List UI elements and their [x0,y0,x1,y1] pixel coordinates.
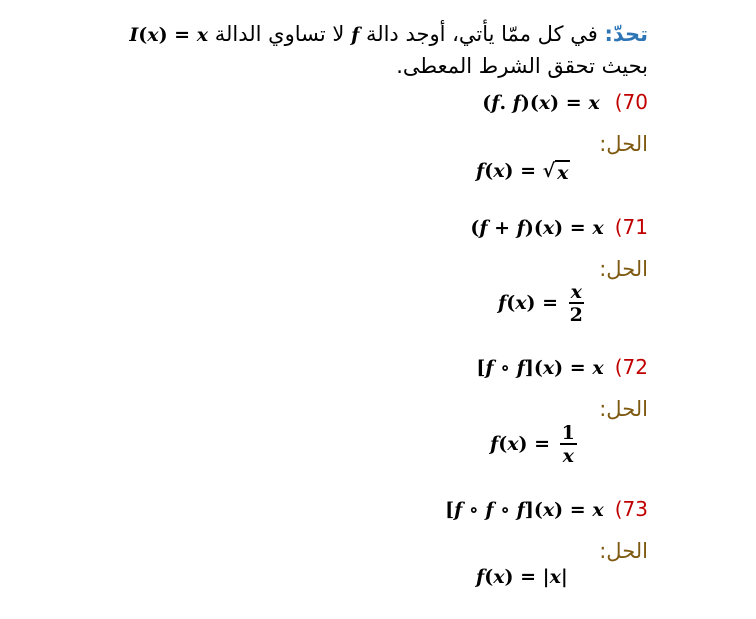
problem-70 [482,90,648,114]
problem-number: (70 [614,90,648,114]
solution-label: الحل: [599,397,648,421]
problem-71 [470,215,648,239]
problem-number: (73 [614,497,648,521]
intro-mid-text: لا تساوي الدالة [214,22,345,46]
problem-72 [476,355,648,379]
solution-label: الحل: [599,539,648,563]
problem-71-math: (f + f)(x) = x [470,217,604,239]
identity-function: I(x) = x [129,24,209,46]
intro-f-symbol: f [351,24,360,46]
problem-73 [445,497,648,521]
intro-line-2 [396,54,648,78]
solution-label: الحل: [599,257,648,281]
problem-70-math: (f. f)(x) = x [482,92,600,114]
problem-72-math: [f ∘ f](x) = x [476,357,604,379]
intro-line-1 [129,22,648,46]
challenge-label: تحدّ: [604,22,648,46]
solution-label: الحل: [599,132,648,156]
problem-number: (72 [614,355,648,379]
fraction: $\frac{x}{2}$ [569,281,583,326]
solution-70: f(x) = √ x [476,160,569,184]
fraction: $\frac{1}{x}$ [561,422,575,467]
problem-number: (71 [614,215,648,239]
solution-72: f(x) = $\frac{1}{x}$ [490,422,575,467]
problem-73-math: [f ∘ f ∘ f](x) = x [445,499,604,521]
intro-text: في كل ممّا يأتي، أوجد دالة [365,22,598,46]
intro-line-2-text: بحيث تحقق الشرط المعطى. [396,54,648,78]
solution-71: f(x) = $\frac{x}{2}$ [498,281,583,326]
solution-73: f(x) = |x| [476,566,568,588]
